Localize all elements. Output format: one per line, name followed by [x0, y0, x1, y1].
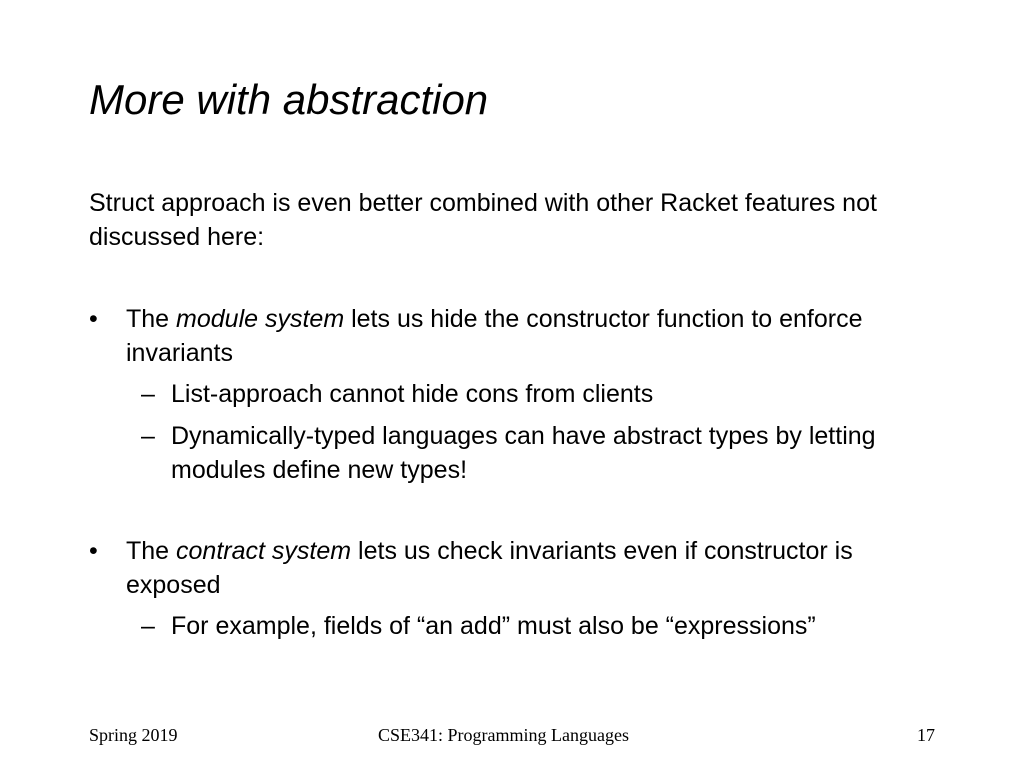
bullet-text-after: lets us check invariants even if constructor is exposed — [126, 537, 853, 599]
bullet-marker: • — [89, 537, 98, 565]
sub-bullet — [141, 609, 931, 643]
bullet-contract-system — [89, 534, 949, 604]
sub-bullet — [141, 377, 931, 411]
bullet-text — [126, 534, 949, 602]
sub-bullet-text: Dynamically-typed languages can have abstract types by letting modules define new types! — [171, 422, 876, 484]
bullet-text-before: The — [126, 305, 177, 333]
slide-title: More with abstraction — [89, 76, 489, 123]
sub-bullet-marker: – — [141, 612, 155, 640]
bullet-text — [126, 302, 949, 370]
sub-bullet-marker: – — [141, 422, 155, 450]
bullet-emphasis: contract system — [176, 537, 352, 565]
footer-term: Spring 2019 — [89, 725, 178, 745]
bullet-text-before: The — [126, 537, 177, 565]
footer-page-number: 17 — [917, 725, 935, 745]
footer-course: CSE341: Programming Languages — [378, 725, 629, 745]
bullet-text-after: lets us hide the constructor function to enforce invariants — [126, 305, 863, 367]
sub-bullet-text: For example, fields of “an add” must also be “expressions” — [171, 612, 816, 640]
bullet-emphasis: module system — [176, 305, 345, 333]
sub-bullet-text: List-approach cannot hide cons from clients — [171, 380, 654, 408]
bullet-module-system — [89, 302, 949, 372]
bullet-marker: • — [89, 305, 98, 333]
intro-paragraph: Struct approach is even better combined with other Racket features not discussed here: — [89, 189, 877, 251]
sub-bullet — [141, 419, 931, 489]
sub-bullet-marker: – — [141, 380, 155, 408]
